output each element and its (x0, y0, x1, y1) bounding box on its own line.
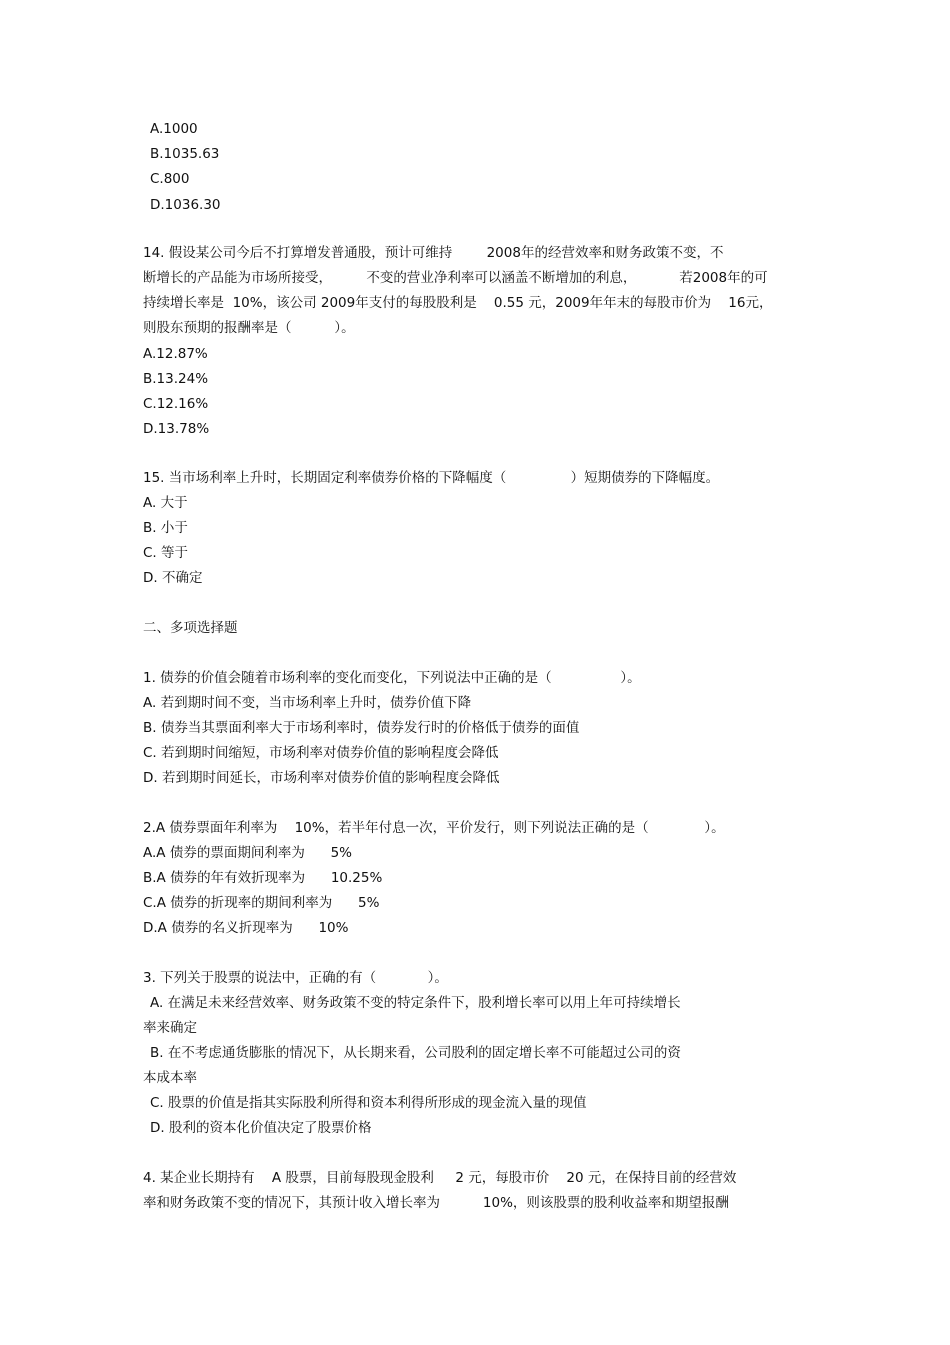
m3-option-b: B. 在不考虑通货膨胀的情况下，从长期来看，公司股利的固定增长率不可能超过公司的资 (150, 1045, 681, 1061)
q14-text-line: 持续增长率是 10%，该公司 2009年支付的每股股利是 0.55 元，2009年年末的每股市价为 16元， (143, 295, 773, 311)
q14-text-line: 断增长的产品能为市场所接受， 不变的营业净利率可以涵盖不断增加的利息， 若2008年的可 (143, 270, 768, 286)
m3-option-a: A. 在满足未来经营效率、财务政策不变的特定条件下，股利增长率可以用上年可持续增长 (150, 995, 681, 1011)
m1-option-a: A. 若到期时间不变，当市场利率上升时，债券价值下降 (143, 695, 472, 711)
q13-option-c: C.800 (150, 171, 190, 187)
q14-option-d: D.13.78% (143, 421, 210, 437)
m1-option-d: D. 若到期时间延长，市场利率对债券价值的影响程度会降低 (143, 770, 500, 786)
m3-option-a-cont: 率来确定 (143, 1020, 197, 1036)
m2-option-d: D.A 债券的名义折现率为 10% (143, 920, 349, 936)
q14-option-a: A.12.87% (143, 346, 208, 362)
m1-option-b: B. 债券当其票面利率大于市场利率时，债券发行时的价格低于债券的面值 (143, 720, 580, 736)
q14-option-b: B.13.24% (143, 371, 209, 387)
q13-option-d: D.1036.30 (150, 197, 221, 213)
m4-text-line: 4. 某企业长期持有 A 股票，目前每股现金股利 2 元，每股市价 20 元，在保持目前的经营效 (143, 1170, 737, 1186)
m1-option-c: C. 若到期时间缩短，市场利率对债券价值的影响程度会降低 (143, 745, 499, 761)
m3-option-b-cont: 本成本率 (143, 1070, 197, 1086)
q14-text-line: 14. 假设某公司今后不打算增发普通股，预计可维持 2008年的经营效率和财务政策不变，不 (143, 245, 724, 261)
m2-text-line: 2.A 债券票面年利率为 10%，若半年付息一次，平价发行，则下列说法正确的是（ ）。 (143, 820, 725, 836)
q13-option-b: B.1035.63 (150, 146, 220, 162)
m3-option-d: D. 股利的资本化价值决定了股票价格 (150, 1120, 372, 1136)
q15-text-line: 15. 当市场利率上升时，长期固定利率债券价格的下降幅度（ ）短期债券的下降幅度。 (143, 470, 720, 486)
q15-option-b: B. 小于 (143, 520, 188, 536)
section-heading: 二、多项选择题 (143, 620, 238, 636)
m2-option-b: B.A 债券的年有效折现率为 10.25% (143, 870, 383, 886)
q13-option-a: A.1000 (150, 121, 198, 137)
m3-option-c: C. 股票的价值是指其实际股利所得和资本利得所形成的现金流入量的现值 (150, 1095, 587, 1111)
m2-option-a: A.A 债券的票面期间利率为 5% (143, 845, 352, 861)
m2-option-c: C.A 债券的折现率的期间利率为 5% (143, 895, 380, 911)
m4-text-line: 率和财务政策不变的情况下，其预计收入增长率为 10%，则该股票的股利收益率和期望报酬 (143, 1195, 729, 1211)
q15-option-d: D. 不确定 (143, 570, 203, 586)
q14-option-c: C.12.16% (143, 396, 209, 412)
m3-text-line: 3. 下列关于股票的说法中，正确的有（ ）。 (143, 970, 448, 986)
q15-option-a: A. 大于 (143, 495, 188, 511)
q14-text-line: 则股东预期的报酬率是（ ）。 (143, 320, 355, 336)
q15-option-c: C. 等于 (143, 545, 189, 561)
m1-text-line: 1. 债券的价值会随着市场利率的变化而变化，下列说法中正确的是（ ）。 (143, 670, 641, 686)
